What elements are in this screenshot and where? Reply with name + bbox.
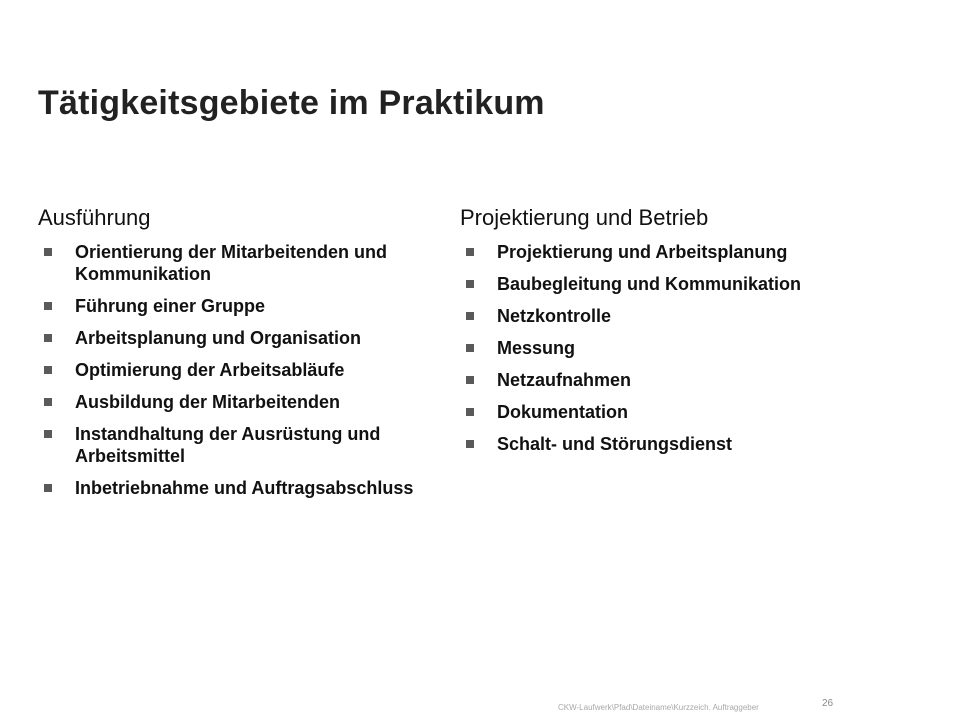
right-bullet-item — [460, 337, 880, 359]
left-bullet-text: Arbeitsplanung und Organisation — [75, 328, 362, 348]
right-bullet-item — [460, 401, 880, 423]
square-bullet-icon — [44, 398, 52, 406]
square-bullet-icon — [44, 302, 52, 310]
square-bullet-icon — [466, 376, 474, 384]
left-column — [38, 204, 438, 509]
slide-title: Tätigkeitsgebiete im Praktikum — [38, 84, 545, 122]
right-bullet-text: Dokumentation — [497, 402, 629, 422]
right-column — [460, 204, 880, 465]
left-bullet-text: Orientierung der Mitarbeitenden und Kommunikation — [75, 242, 388, 284]
right-bullet-item — [460, 241, 880, 263]
square-bullet-icon — [44, 430, 52, 438]
left-bullet-item — [38, 295, 438, 317]
left-bullet-item — [38, 391, 438, 413]
square-bullet-icon — [466, 248, 474, 256]
right-column-heading: Projektierung und Betrieb — [460, 205, 709, 230]
right-bullet-text: Messung — [497, 338, 576, 358]
square-bullet-icon — [466, 408, 474, 416]
square-bullet-icon — [466, 312, 474, 320]
square-bullet-icon — [466, 280, 474, 288]
left-bullet-text: Inbetriebnahme und Auftragsabschluss — [75, 478, 414, 498]
right-bullet-item — [460, 273, 880, 295]
right-bullet-text: Netzkontrolle — [497, 306, 612, 326]
square-bullet-icon — [44, 366, 52, 374]
square-bullet-icon — [44, 484, 52, 492]
square-bullet-icon — [466, 344, 474, 352]
footer-file-path: CKW-Laufwerk\Pfad\Dateiname\Kurzzeich. Auftraggeber — [558, 703, 759, 712]
left-bullet-item — [38, 477, 438, 499]
right-bullet-text: Netzaufnahmen — [497, 370, 632, 390]
left-bullet-item — [38, 423, 438, 467]
left-bullet-text: Optimierung der Arbeitsabläufe — [75, 360, 345, 380]
square-bullet-icon — [44, 334, 52, 342]
right-bullet-text: Projektierung und Arbeitsplanung — [497, 242, 788, 262]
left-bullet-list — [38, 241, 438, 499]
left-bullet-text: Führung einer Gruppe — [75, 296, 266, 316]
right-bullet-item — [460, 305, 880, 327]
right-bullet-item — [460, 433, 880, 455]
left-bullet-text: Instandhaltung der Ausrüstung und Arbeitsmittel — [75, 424, 381, 466]
square-bullet-icon — [44, 248, 52, 256]
right-bullet-text: Schalt- und Störungsdienst — [497, 434, 733, 454]
left-bullet-item — [38, 327, 438, 349]
left-bullet-item — [38, 241, 438, 285]
page-number: 26 — [822, 698, 834, 709]
right-bullet-list — [460, 241, 880, 455]
square-bullet-icon — [466, 440, 474, 448]
left-bullet-text: Ausbildung der Mitarbeitenden — [75, 392, 341, 412]
left-bullet-item — [38, 359, 438, 381]
left-column-heading: Ausführung — [38, 205, 151, 230]
right-bullet-item — [460, 369, 880, 391]
right-bullet-text: Baubegleitung und Kommunikation — [497, 274, 801, 294]
